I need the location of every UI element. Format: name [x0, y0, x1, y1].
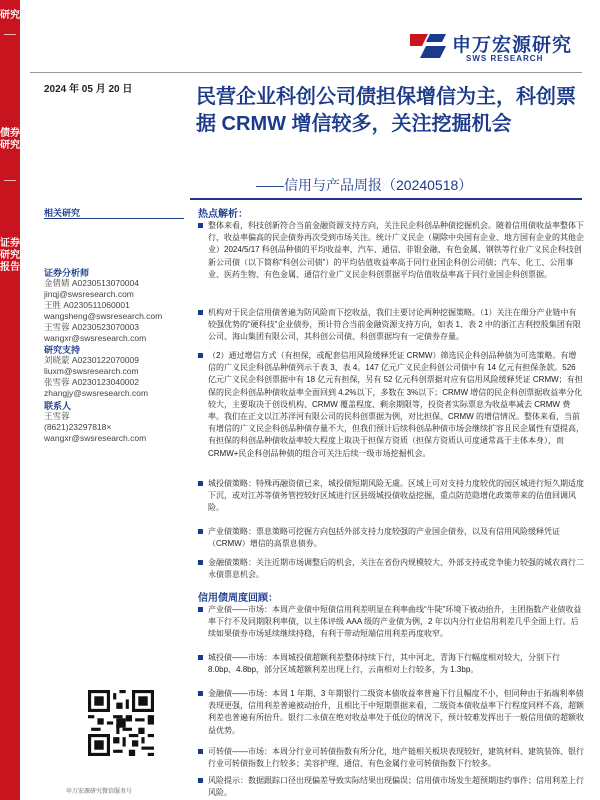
qr-code-icon: [88, 690, 154, 756]
sidebar-separator: [4, 180, 16, 181]
assistant-line[interactable]: zhangjy@swsresearch.com: [44, 388, 149, 398]
review-item: 金融债——市场：本周 1 年期、3 年期银行二级资本债收益率普遍下行且幅度不小，但同种由于拓端利率债表现更强，信用利差普遍被动抬升，且相比于中短期票据来看，二级资本债收益率下行程度同样不高，超额利差也普遍有所抬升。银行二永债在绝对收益率处于低位的情况下，预计较难发挥出于一般信用债的超额收益优势。: [198, 688, 584, 737]
report-title: 民营企业科创公司债担保增信为主，科创票据 CRMW 增信较多，关注挖掘机会: [196, 86, 576, 135]
analyst-line: 金倩婧 A0230513070004: [44, 278, 139, 288]
contact-line[interactable]: wangxr@swsresearch.com: [44, 433, 147, 443]
sidebar-tag-report: 证券研究报告: [0, 238, 20, 273]
hotspot-item: 整体来看，科技创新符合当前金融资源支持方向，关注民企科创品种债挖掘机会。随着信用债收益率整体下行，收益率偏高的民企债券再次受到市场关注。统计广义民企（剔除中央国有企业、地方国有企业的其他企业）2024/5/17 科创品种债的平均收益率，汽车、通信、非银金融、有色金属、钢铁等行业广义民企科技创新公司债（以下简称“科创公司债”）的平均估值收益率高于同行业国企科创公司债；汽车、化工、公用事业、医药生物、有色金属、通信行业广义民企科创票据平均估值收益率高于同行业国企科创票据。: [198, 220, 584, 281]
analyst-line[interactable]: jinqj@swsresearch.com: [44, 289, 134, 299]
contact-label: 联系人: [44, 401, 72, 411]
contact-line: (8621)23297818×: [44, 422, 112, 432]
assistant-line[interactable]: liuxm@swsresearch.com: [44, 366, 139, 376]
header-divider: [30, 72, 582, 73]
analysts-label: 证券分析师: [44, 268, 90, 278]
sidebar-tag-research: 研究: [0, 10, 20, 21]
hotspot-item: 金融债策略：关注近期市场调整后的机会，关注在省份内规模较大、外部支持或竞争能力较强的城农商行二永债票息机会。: [198, 557, 584, 581]
sidebar-tag-bond: 债券研究: [0, 128, 20, 151]
brand-name-en: SWS RESEARCH: [466, 54, 544, 63]
analyst-line[interactable]: wangxr@swsresearch.com: [44, 333, 147, 343]
assistant-line: 刘晓蒙 A0230122070009: [44, 355, 139, 365]
hotspot-heading: 热点解析：: [198, 209, 248, 220]
review-item: 城投债——市场：本周城投债超额利差整体持续下行，其中河北、青海下行幅度相对较大，分别下行 8.0bp、4.8bp，部分区域超额利差出现上行，云南相对上行较多，为 1.3bp。: [198, 652, 584, 676]
left-divider: [44, 218, 184, 219]
analyst-line: 王雪蓉 A0230523070003: [44, 322, 139, 332]
title-divider: [190, 198, 582, 200]
hotspot-item: 产业债策略：票息策略可挖掘方向包括外部支持力度较强的产业国企债券，以及有信用风险缓释凭证（CRMW）增信的高票息债券。: [198, 526, 584, 550]
sidebar-separator: [4, 34, 16, 35]
analyst-line[interactable]: wangsheng@swsresearch.com: [44, 311, 163, 321]
report-date: 2024 年 05 月 20 日: [44, 84, 133, 95]
qr-caption: 申万宏源研究微信服务号: [66, 789, 133, 795]
left-sidebar-bar: [0, 0, 20, 800]
research-support-label: 研究支持: [44, 345, 81, 355]
brand-name-cn: 申万宏源研究: [452, 35, 573, 56]
hotspot-item: 城投债策略：特殊再融资债已来，城投债短期风险无虞。区域上可对支持力度较优的园区城进行短久期适度下沉，或对江苏等债务管控较好区域进行区县级城投债收益挖掘，重点防范隐增化政策带来的估值回调风险。: [198, 478, 584, 515]
sws-logo-icon: [408, 30, 448, 62]
brand-logo: [408, 28, 583, 68]
review-item: 可转债——市场：本周分行业可转债指数有所分化，地产链相关板块表现较好，建筑材料、建筑装饰、银行行业可转债指数上行较多；美容护理、通信、有色金属行业可转债指数下行较多。: [198, 746, 584, 770]
hotspot-item: （2）通过增信方式（有担保，或配套信用风险缓释凭证 CRMW）筛选民企科创品种债为可选策略。有增信的广义民企科创品种债列示于表 3、表 4。147 亿元广义民企科创公司债中有 14 亿元有担保条款。526 亿元广义民企科创票据中有 18 亿元有担保，另有 52 亿元科创票据对应有信用风险缓释凭证 CRMW；有担保的民企科创品种债收益率全面回到 4.2%以下，多数在 3%以下；CRMW 增信的民企科创票据收益率分化较大，主要取决于创设机构、CRMW 覆盖程度、剩余期限等，投资者实际票息为收益率减去 CRMW 费率。我们在正文以江苏洋河有限公司的民科创票据为例，对比担保、CRMW 的增信情况。整体来看，当前有增信的广义民企科创品种债存量不大，但我们预计后续科创品种债市场会继续扩容且民企属性有望提高，有担保的科创品种债收益率较大程度上取决于担保方资质（担保方资质认可度通常高于主体本身），而 CRMW+民企科创品种债的组合可关注后续一级市场挖掘机会。: [198, 350, 584, 460]
contact-line: 王雪蓉: [44, 411, 70, 421]
analyst-line: 王胜 A0230511060001: [44, 300, 130, 310]
review-heading: 信用债周度回顾：: [198, 593, 278, 604]
hotspot-item: 机构对于民企信用债普遍为防风险而下挖收益，我们主要讨论两种挖掘策略。（1）关注在细分产业链中有较强优势的“硬科技”企业债券，预计符合当前金融资源支持方向，如表 1、表 2 中的浙江吉利控股集团有限公司、海山集团有限公司，其科创公司债、科创票据均有一定债券存量。: [198, 307, 584, 344]
review-item: 风险提示：数据跟踪口径出现偏差导致实际结果出现偏误；信用债市场发生超预期违约事件；信用利差上行风险。: [198, 775, 584, 799]
review-item: 产业债——市场：本周产业债中短债信用利差明显在利率曲线“牛陡”环境下被动抬升，主团指数产业债收益率下行不及同期限利率债，以主体评级 AAA 级的产业债为例，2 年以内分行业信用利差几乎全面上行。后续如果债券市场延续继续持稳，有利于带动短端信用利差再度收窄。: [198, 604, 584, 641]
assistant-line: 张雪蓉 A0230123040002: [44, 377, 139, 387]
related-research-label: 相关研究: [44, 208, 81, 218]
report-subtitle: ——信用与产品周报（20240518）: [256, 177, 473, 193]
